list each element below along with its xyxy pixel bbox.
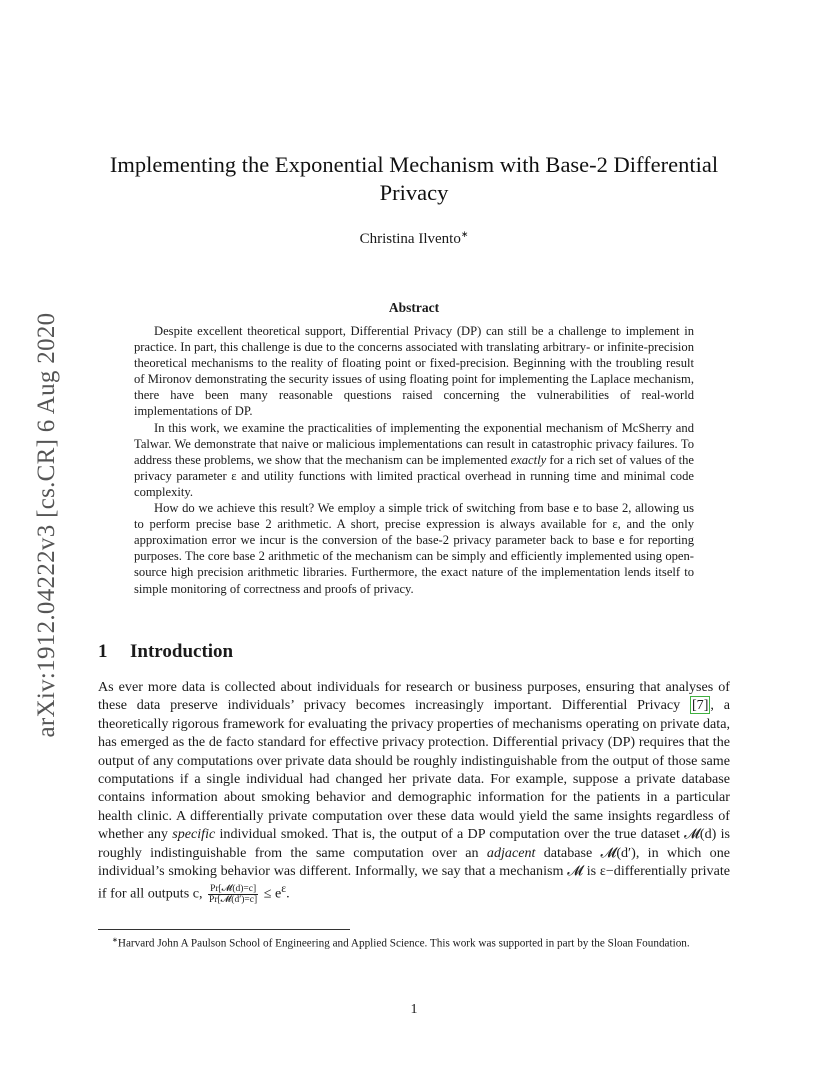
intro-part-c: individual smoked. That is, the output of a DP computation over the true dataset 𝓜(d) is roughly indistinguishable from the same computation over an xyxy=(98,826,730,861)
author-footnote-mark: ∗ xyxy=(460,229,469,239)
paper-title xyxy=(100,151,728,207)
author-line xyxy=(100,229,728,248)
citation-link[interactable]: [7] xyxy=(691,697,709,714)
page-number: 1 xyxy=(410,1002,418,1017)
section-number: 1 xyxy=(98,641,108,662)
author-name: Christina Ilvento xyxy=(359,231,461,247)
abstract-paragraph-2 xyxy=(134,420,694,500)
footnote xyxy=(98,933,730,952)
arxiv-identifier: arXiv:1912.04222v3 [cs.CR] 6 Aug 2020 xyxy=(33,312,60,738)
abstract-p2-emphasis: exactly xyxy=(510,452,547,467)
footnote-text: Harvard John A Paulson School of Engineering and Applied Science. This work was supported in part by the Sloan Foundation. xyxy=(117,937,690,950)
abstract-p2-part-a: In this work, we examine the practicalities of implementing the exponential mechanism of McSherry and Talwar. We demonstrate that naive or malicious implementations can result in catastrophic privacy failures. To address these problems, we show that the mechanism can be implemented xyxy=(134,420,694,467)
intro-part-e: ≤ e xyxy=(260,886,282,903)
fraction-denominator: Pr[𝓜(d′)=c] xyxy=(209,895,258,906)
intro-part-d: database 𝓜(d′), in which one individual’s smoking behavior was different. Informally, we say that a mechanism 𝓜 is ε−differentially private if for all outputs c, xyxy=(98,844,730,903)
introduction-paragraph xyxy=(98,678,730,905)
intro-part-b: , a theoretically rigorous framework for evaluating the privacy properties of mechanisms operating on private data, has emerged as the de facto standard for effective privacy protection. Differential privacy (DP) requires that the output of any computations over private data should be roughly indistinguishable from the output of those same computations if a single individual had changed her private data. For example, suppose a private database contains information about smoking behavior and demographic information for the patients in a particular health clinic. A differentially private computation over these data would yield the same insights regardless of whether any xyxy=(98,697,730,843)
abstract-p2-part-b: for a rich set of values of the privacy parameter ε and utility functions with limited practical overhead in running time and minimal code complexity. xyxy=(134,452,694,499)
abstract-body xyxy=(134,323,694,597)
title-line-1: Implementing the Exponential Mechanism with Base-2 Differential xyxy=(109,152,719,177)
intro-emphasis-specific: specific xyxy=(172,826,216,843)
title-line-2: Privacy xyxy=(379,180,449,205)
introduction-body xyxy=(98,678,730,905)
abstract-paragraph-1: Despite excellent theoretical support, Differential Privacy (DP) can still be a challenge to implement in practice. In part, this challenge is due to the concerns associated with translating arbitrary- or infinite-precision theoretical mechanisms to the reality of floating point or fixed-precision. Beginning with the troubling result of Mironov demonstrating the security issues of using floating point for implementing the Laplace mechanism, there have been many reasonable questions raised concerning the vulnerabilities of real-world implementations of DP. xyxy=(134,324,694,419)
intro-epsilon-superscript: ε xyxy=(281,882,287,896)
abstract-paragraph-3: How do we achieve this result? We employ a simple trick of switching from base e to base 2, allowing us to perform precise base 2 arithmetic. A short, precise expression is always available for ε, and the only approximation error we incur is the conversion of the base-2 privacy parameter back to base e for reporting purposes. The core base 2 arithmetic of the mechanism can be simply and efficiently implemented using open-source high precision arithmetic libraries. Furthermore, the exact nature of the implementation lends itself to simple monitoring of correctness and proofs of privacy. xyxy=(134,501,694,596)
probability-ratio-fraction xyxy=(208,884,258,905)
footnote-mark: ∗ xyxy=(112,936,118,944)
section-heading-introduction xyxy=(98,641,233,663)
abstract-heading: Abstract xyxy=(388,300,440,315)
section-title: Introduction xyxy=(130,641,234,662)
fraction-numerator: Pr[𝓜(d)=c] xyxy=(208,884,258,895)
intro-part-a: As ever more data is collected about individuals for research or business purposes, ensuring that analyses of these data preserve individuals’ privacy becomes increasingly important. Differential Privacy xyxy=(98,679,730,714)
intro-end-period: . xyxy=(286,886,290,903)
intro-emphasis-adjacent: adjacent xyxy=(486,844,536,861)
footnote-rule xyxy=(98,929,350,930)
